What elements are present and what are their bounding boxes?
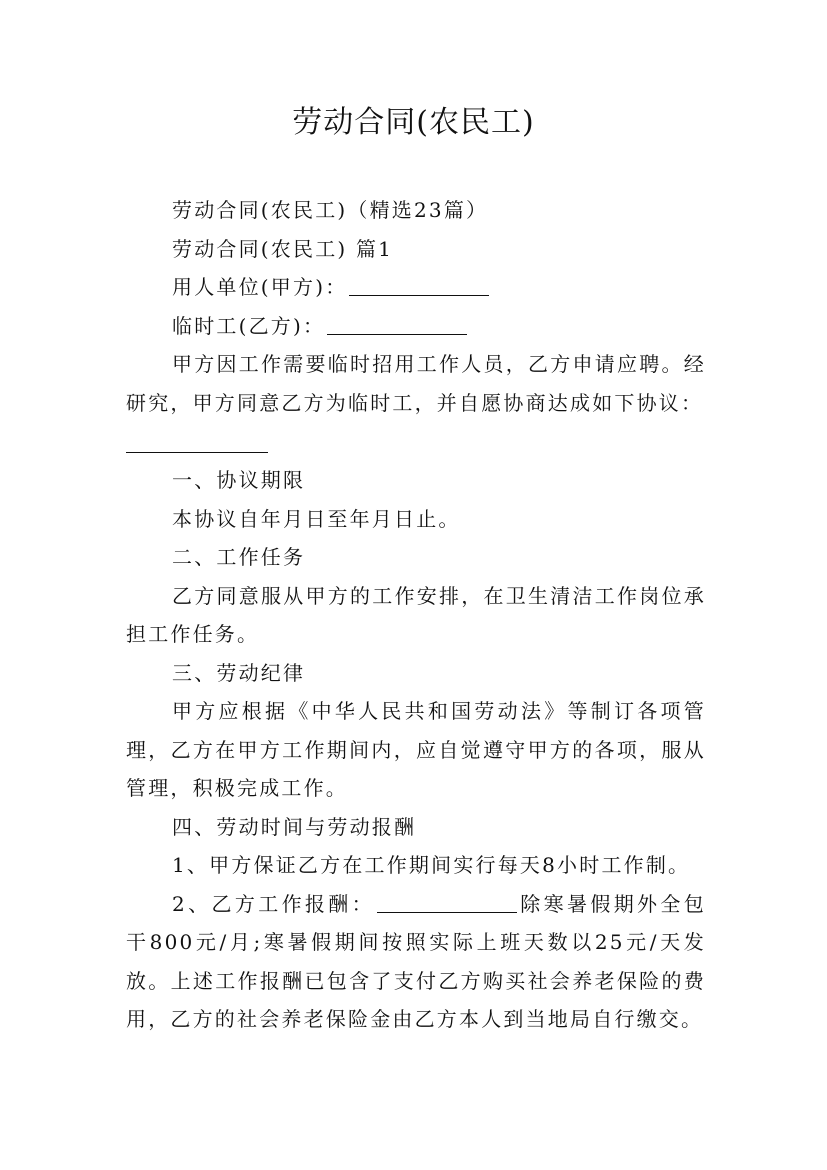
section-heading: 劳动合同(农民工) 篇1 — [172, 236, 394, 261]
heading-agreement-term: 一、协议期限 — [172, 468, 306, 492]
worker-blank — [327, 314, 467, 335]
pay-text: 除寒暑假期外全包干800元/月;寒暑假期间按照实际上班天数以25元/天发放。上述工作报酬已包含了支付乙方购买社会养老保险的费用，乙方的社会养老保险金由乙方本人到当地局自行缴交。 — [126, 891, 706, 1031]
worker-label: 临时工(乙方)： — [172, 313, 326, 338]
worker-line — [126, 307, 706, 346]
paragraph-agreement-term: 本协议自年月日至年月日止。 — [172, 506, 461, 531]
intro-blank — [126, 422, 268, 453]
employer-label: 用人单位(甲方)： — [172, 275, 348, 299]
paragraph-work-tasks: 乙方同意服从甲方的工作安排，在卫生清洁工作岗位承担工作任务。 — [126, 583, 706, 646]
employer-blank — [349, 275, 489, 296]
employer-line — [126, 268, 706, 307]
subtitle: 劳动合同(农民工)（精选23篇） — [172, 198, 489, 222]
heading-work-tasks: 二、工作任务 — [172, 545, 306, 569]
paragraph-pay — [126, 885, 706, 1039]
heading-hours-pay: 四、劳动时间与劳动报酬 — [172, 814, 417, 839]
intro-paragraph: 甲方因工作需要临时招用工作人员，乙方申请应聘。经研究，甲方同意乙方为临时工，并自愿协商达成如下协议： — [126, 352, 706, 415]
pay-blank — [377, 892, 517, 913]
document-title: 劳动合同(农民工) — [292, 105, 535, 140]
paragraph-hours: 1、甲方保证乙方在工作期间实行每天8小时工作制。 — [172, 853, 691, 877]
document-body — [126, 191, 706, 1039]
heading-labor-discipline: 三、劳动纪律 — [172, 660, 306, 685]
pay-label: 2、乙方工作报酬： — [172, 891, 376, 916]
paragraph-labor-discipline: 甲方应根据《中华人民共和国劳动法》等制订各项管理，乙方在甲方工作期间内，应自觉遵守甲方的各项，服从管理，积极完成工作。 — [126, 699, 706, 800]
